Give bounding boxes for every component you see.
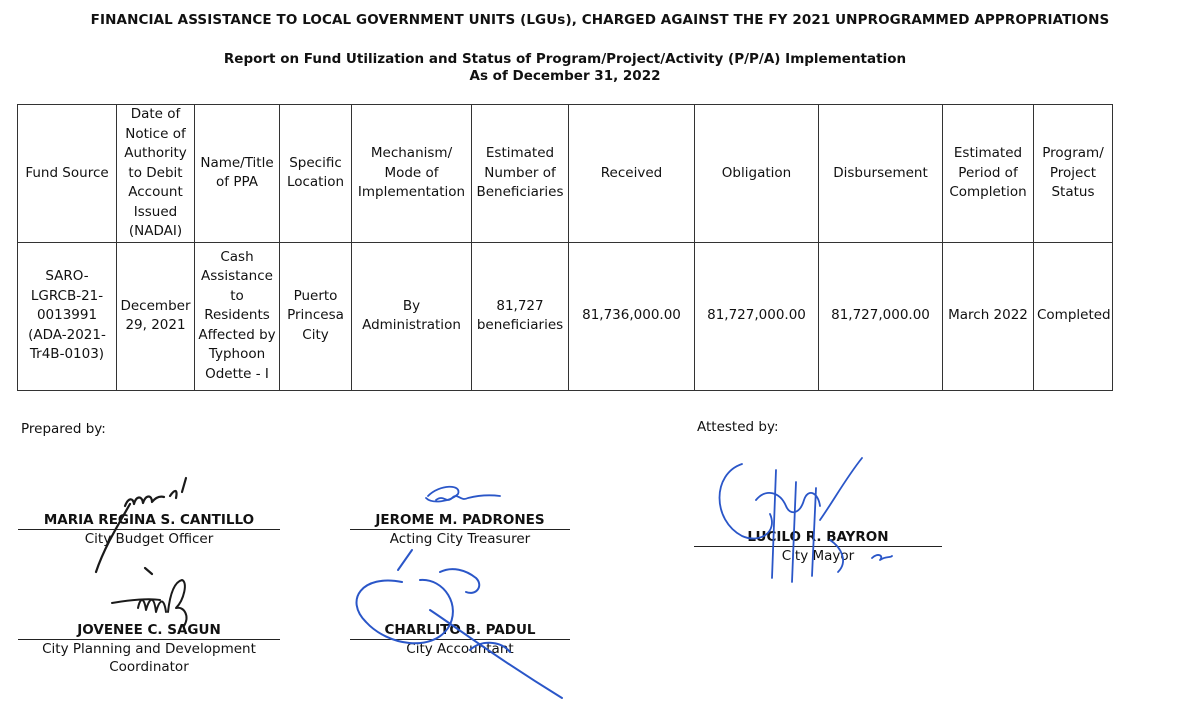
header-received: Received: [569, 105, 695, 243]
cell-completion: March 2022: [943, 242, 1034, 390]
cell-mechanism: By Administration: [352, 242, 472, 390]
cell-location: Puerto Princesa City: [280, 242, 352, 390]
signatory-title: City Planning and Development Coordinator: [42, 641, 256, 675]
cell-ppa-name: Cash Assistance to Residents Affected by Typhoon Odette - I: [195, 242, 280, 390]
subtitle-line-2: As of December 31, 2022: [469, 68, 661, 84]
signature-cantillo: [96, 478, 186, 574]
signature-padul: [357, 550, 562, 698]
header-ppa-name: Name/Title of PPA: [195, 105, 280, 243]
signatory-name: JEROME M. PADRONES: [350, 512, 570, 530]
cell-disbursement: 81,727,000.00: [819, 242, 943, 390]
signatory-name: JOVENEE C. SAGUN: [18, 622, 280, 640]
cell-status: Completed: [1034, 242, 1113, 390]
cell-fund-source: SARO-LGRCB-21-0013991 (ADA-2021-Tr4B-0103): [18, 242, 117, 390]
header-mechanism: Mechanism/ Mode of Implementation: [352, 105, 472, 243]
signatory-title: City Mayor: [781, 548, 855, 564]
cell-nadai-date: December 29, 2021: [117, 242, 195, 390]
cell-obligation: 81,727,000.00: [695, 242, 819, 390]
header-status: Program/ Project Status: [1034, 105, 1113, 243]
header-disbursement: Disbursement: [819, 105, 943, 243]
signatory-name: CHARLITO B. PADUL: [350, 622, 570, 640]
header-fund-source: Fund Source: [18, 105, 117, 243]
signatory-name: LUCILO R. BAYRON: [694, 529, 942, 547]
cell-beneficiaries: 81,727 beneficiaries: [472, 242, 569, 390]
signature-sagun: [112, 580, 186, 626]
header-location: Specific Location: [280, 105, 352, 243]
signature-padrones: [426, 487, 500, 502]
signatory-title: City Accountant: [406, 641, 514, 657]
header-beneficiaries: Estimated Number of Beneficiaries: [472, 105, 569, 243]
header-nadai-date: Date of Notice of Authority to Debit Account Issued (NADAI): [117, 105, 195, 243]
signatory-name: MARIA REGINA S. CANTILLO: [18, 512, 280, 530]
header-obligation: Obligation: [695, 105, 819, 243]
subtitle-line-1: Report on Fund Utilization and Status of Program/Project/Activity (P/P/A) Implementation: [223, 51, 907, 67]
report-title: FINANCIAL ASSISTANCE TO LOCAL GOVERNMENT UNITS (LGUs), CHARGED AGAINST THE FY 2021 UNPROGRAMMED APPROPRIATIONS: [90, 12, 1110, 28]
cell-received: 81,736,000.00: [569, 242, 695, 390]
header-completion: Estimated Period of Completion: [943, 105, 1034, 243]
signatory-title: Acting City Treasurer: [389, 531, 531, 547]
signature-bayron: [720, 458, 893, 582]
prepared-by-label: Prepared by:: [21, 421, 106, 437]
attested-by-label: Attested by:: [697, 419, 779, 435]
signatory-title: City Budget Officer: [84, 531, 214, 547]
